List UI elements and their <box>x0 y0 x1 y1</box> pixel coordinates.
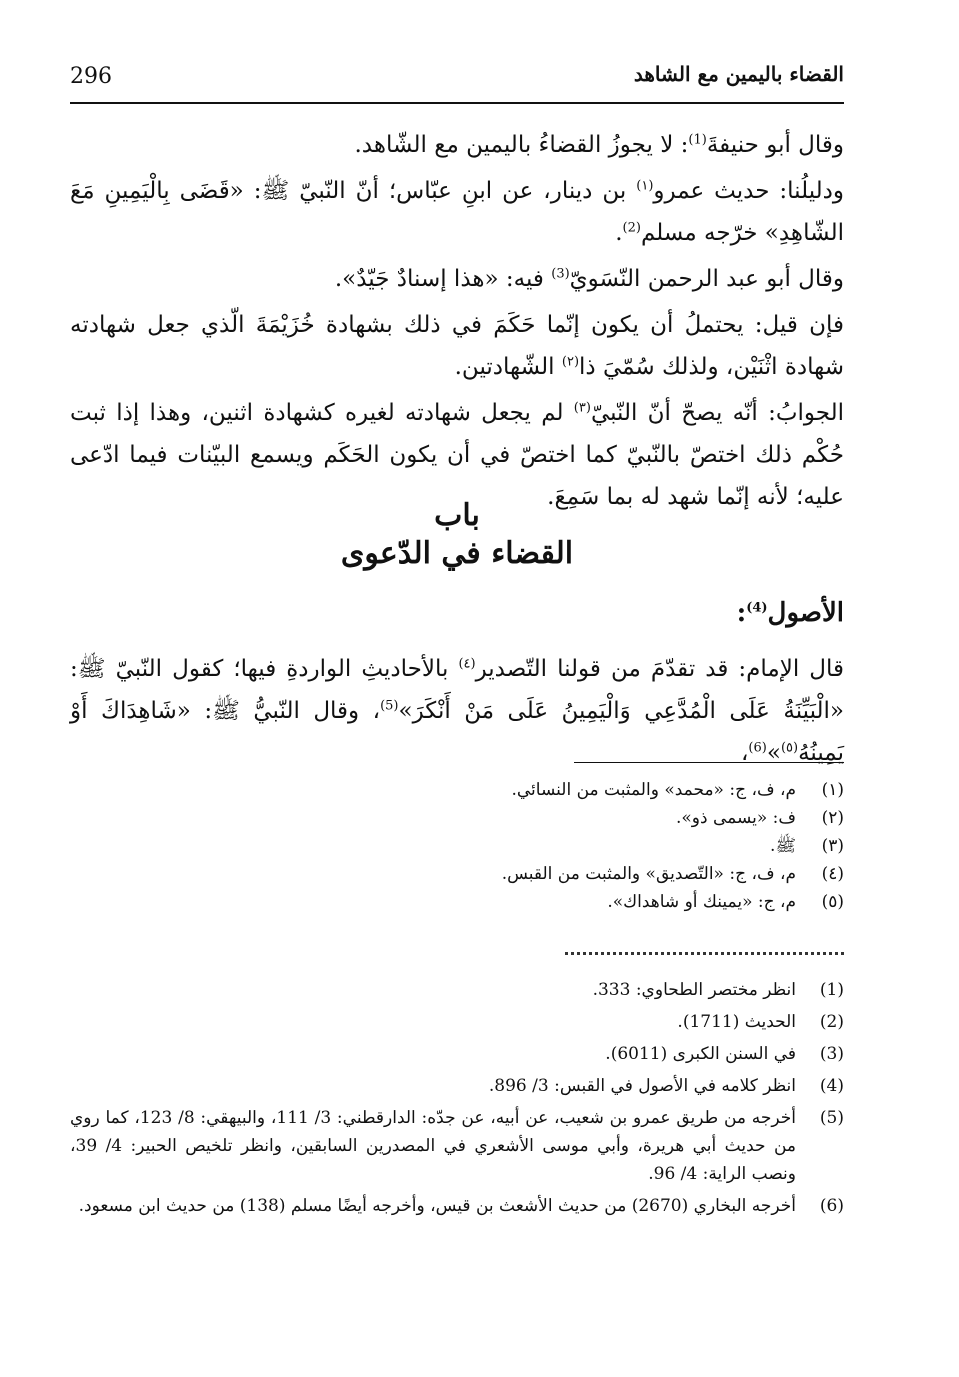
imam-text <box>70 648 844 778</box>
paragraph-imam: قال الإمام: قد تقدّمَ من قولنا التّصدير$^{(٤)}$ بالأحاديثِ الواردةِ فيها؛ كقول النّبيّ ﷺ: «الْبَيِّنَةُ عَلَى الْمُدَّعِي وَالْيَمِينُ عَلَى مَنْ أَنْكَرَ»$^{(5)}$، وقال النّبيُّ ﷺ: «شَاهِدَاكَ أَوْ يَمِينُهُ$^{(٥)}$»$^{(6)}$، <box>70 656 844 766</box>
source-note: (4) انظر كلامه في الأصول في القبس: 3/ 896. <box>488 1076 844 1096</box>
variant-footnotes <box>70 776 844 916</box>
variant-note: (١) م، ف، ج: «محمد» والمثبت من النسائي. <box>511 780 844 800</box>
main-text <box>70 124 844 522</box>
source-note: (2) الحديث (1711). <box>677 1012 844 1032</box>
paragraph-abu-hanifa: وقال أبو حنيفةَ$^{(1)}$: لا يجوزُ القضاءُ باليمين مع الشّاهد. <box>354 132 844 158</box>
source-note: (1) انظر مختصر الطحاوي: 333. <box>592 980 844 1000</box>
page-header <box>70 62 844 104</box>
variant-note: (٥) م، ج: «يمينك أو شاهداك». <box>607 892 844 912</box>
chapter-title: القضاء في الدّعوى <box>340 536 574 571</box>
paragraph-evidence: ودليلُنا: حديث عمرو$^{(١)}$ بن دينار، عن ابنِ عبّاس؛ أنّ النّبيّ ﷺ: «قَضَى بِالْيَمِينِ مَعَ الشّاهِدِ» خرّجه مسلم$^{(2)}$. <box>70 178 845 246</box>
section-heading-usul: الأصول$^{(4)}$: <box>736 598 844 628</box>
running-title: القضاء باليمين مع الشاهد <box>633 62 844 86</box>
paragraph-answer: الجوابُ: أنّه يصحّ أنّ النّبيّ$^{(٣)}$ لم يجعل شهادته لغيره كشهادة اثنين، وهذا إذا ثبت حُكْم ذلك اختصّ بالنّبيّ كما اختصّ في أن يكون الحَكَم ويسمع البيّنات فيما ادّعى عليه؛ لأنه إنّما شهد له بما سَمِعَ. <box>70 400 844 510</box>
source-note: (6) أخرجه البخاري (2670) من حديث الأشعث بن قيس، وأخرجه أيضًا مسلم (138) من حديث ابن مسعود. <box>78 1196 844 1216</box>
source-footnotes <box>70 976 844 1220</box>
chapter-heading <box>70 498 844 574</box>
footnote-divider-dots <box>565 952 844 955</box>
variant-note: (٤) م، ف، ج: «التّصديق» والمثبت من القبس. <box>501 864 844 884</box>
paragraph-nasawi: وقال أبو عبد الرحمن النّسَويّ$^{(3)}$ فيه: «هذا إسنادٌ جَيّدٌ». <box>334 266 844 292</box>
source-note: (5) أخرجه من طريق عمرو بن شعيب، عن أبيه، عن جدّه: الدارقطني: 3/ 111، والبيهقي: 8/ 123، كما روي من حديث أبي هريرة، وأبي موسى الأشعري في المصدرين السابقين، وانظر تلخيص الحبير: 4/ 39، ونصب الراية: 4/ 96. <box>70 1108 844 1184</box>
variant-note: (٢) ف: «يسمى ذو». <box>675 808 844 828</box>
source-note: (3) في السنن الكبرى (6011). <box>605 1044 844 1064</box>
chapter-label: باب <box>434 498 480 533</box>
paragraph-objection: فإن قيل: يحتملُ أن يكون إنّما حَكَمَ في ذلك بشهادة خُزَيْمَةَ الّذي جعل شهادته شهادة اثْنَيْن، ولذلك سُمّيَ ذا$^{(٢)}$ الشّهادتين. <box>70 312 844 380</box>
page-number: 296 <box>70 64 112 89</box>
variant-note: (٣) ﷺ. <box>770 836 844 856</box>
footnote-rule <box>574 762 844 763</box>
